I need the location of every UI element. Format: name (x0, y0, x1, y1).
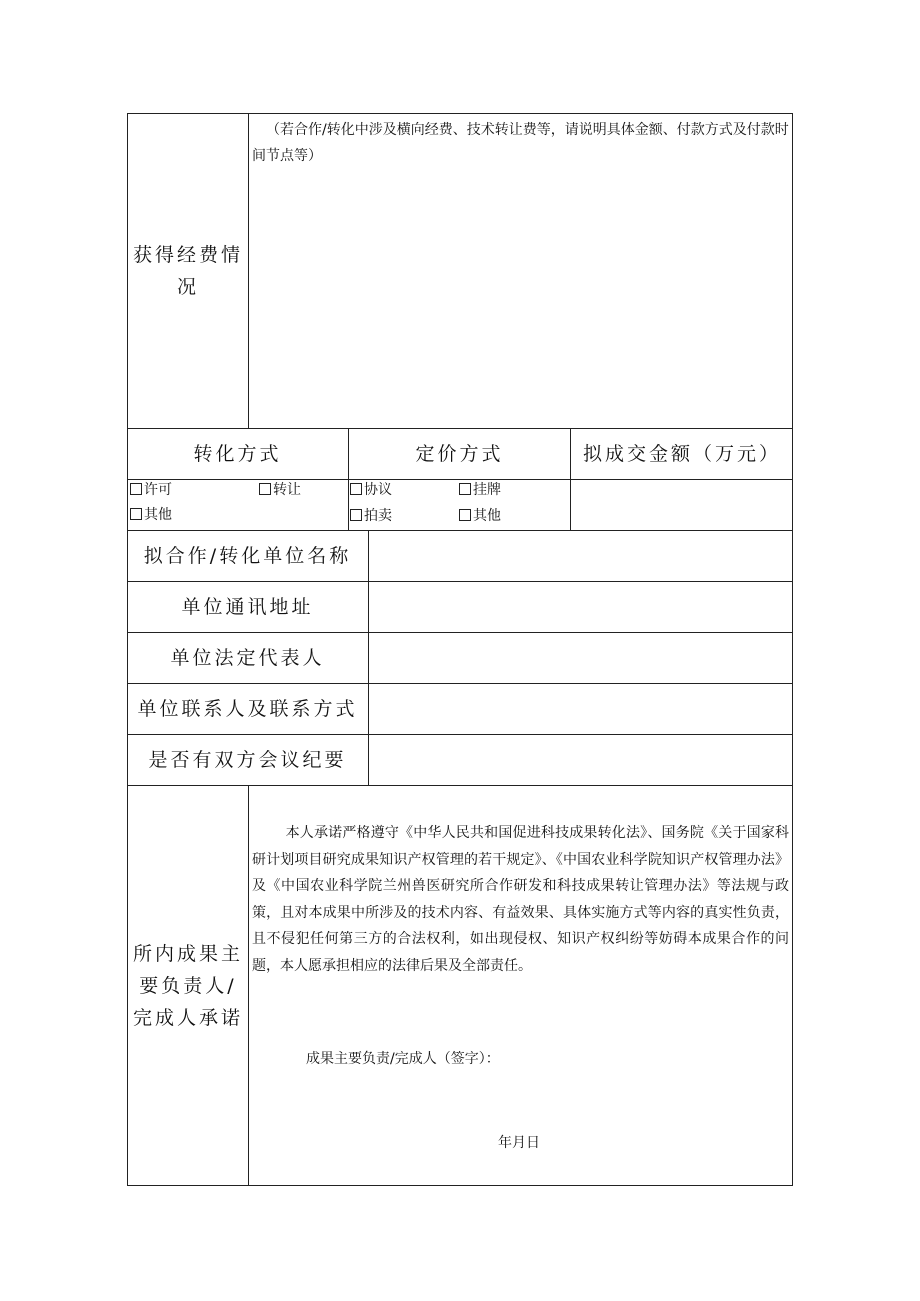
checkbox-icon (130, 483, 142, 495)
conversion-method-header: 转化方式 (193, 443, 282, 465)
option-pricing-other[interactable]: 其他 (459, 506, 501, 526)
partner-name-input[interactable] (370, 532, 791, 579)
amount-input[interactable] (572, 481, 791, 528)
option-transfer[interactable]: 转让 (259, 480, 301, 500)
funding-label: 获得经费情况 (132, 243, 243, 298)
funding-note: （若合作/转化中涉及横向经费、技术转让费等，请说明具体金额、付款方式及付款时间节点等） (252, 122, 789, 164)
partner-name-label: 拟合作/转化单位名称 (143, 545, 352, 567)
meeting-minutes-label: 是否有双方会议纪要 (148, 749, 347, 771)
option-conversion-other[interactable]: 其他 (130, 505, 172, 525)
signature-line: 成果主要负责/完成人（签字）： (306, 1051, 500, 1067)
contact-label: 单位联系人及联系方式 (137, 698, 358, 720)
divider (248, 113, 249, 428)
pricing-method-header: 定价方式 (415, 443, 504, 465)
date-line: 年月日 (498, 1135, 540, 1151)
divider (248, 785, 249, 1186)
checkbox-icon (459, 509, 471, 521)
option-auction[interactable]: 拍卖 (350, 506, 392, 526)
legal-rep-input[interactable] (370, 634, 791, 681)
address-input[interactable] (370, 583, 791, 630)
contact-input[interactable] (370, 685, 791, 732)
legal-rep-label: 单位法定代表人 (170, 647, 325, 669)
signature-field[interactable] (530, 1044, 780, 1074)
divider (368, 530, 369, 785)
option-license[interactable]: 许可 (130, 480, 172, 500)
checkbox-icon (259, 483, 271, 495)
checkbox-icon (459, 483, 471, 495)
checkbox-icon (130, 508, 142, 520)
meeting-minutes-input[interactable] (370, 736, 791, 783)
funding-input-area[interactable] (250, 172, 790, 424)
option-agreement[interactable]: 协议 (350, 480, 392, 500)
commitment-text: 本人承诺严格遵守《中华人民共和国促进科技成果转化法》、国务院《关于国家科研计划项目研究成果知识产权管理的若干规定》、《中国农业科学院知识产权管理办法》及《中国农业科学院兰州兽医研究所合作研发和科技成果转让管理办法》等法规与政策，且对本成果中所涉及的技术内容、有益效果、具体实施方式等内容的真实性负责，且不侵犯任何第三方的合法权利，如出现侵权、知识产权纠纷等妨碍本成果合作的问题，本人愿承担相应的法律后果及全部责任。 (252, 825, 789, 974)
checkbox-icon (350, 483, 362, 495)
address-label: 单位通讯地址 (181, 596, 314, 618)
checkbox-icon (350, 509, 362, 521)
amount-header: 拟成交金额（万元） (582, 443, 781, 465)
commitment-label: 所内成果主要负责人/完成人承诺 (132, 943, 243, 1029)
option-listing[interactable]: 挂牌 (459, 480, 501, 500)
